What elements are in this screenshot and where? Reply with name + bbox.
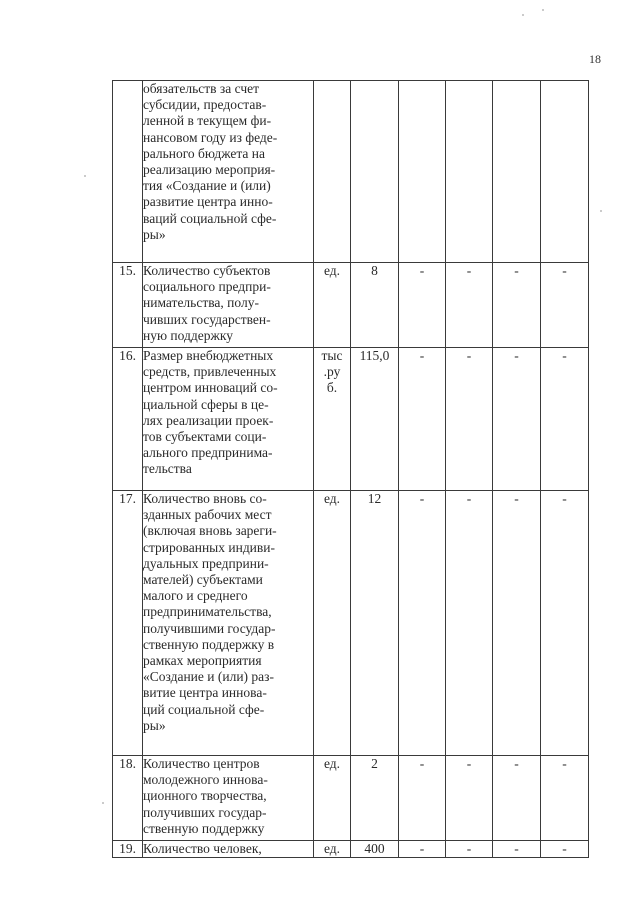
indicator-name-line: ваций социальной сфе- (143, 210, 277, 226)
value-cell: 12 (351, 491, 399, 756)
indicator-name-cell (143, 756, 314, 841)
indicator-name-line: дуальных предприни- (143, 555, 269, 571)
indicator-name-cell (143, 263, 314, 348)
year-value-cell: - (399, 841, 446, 858)
year-value-cell: - (446, 491, 493, 756)
unit-line: ед. (323, 491, 341, 506)
year-value-cell: - (493, 841, 541, 858)
unit-line: ед. (323, 841, 341, 856)
indicator-name-line: лях реализации проек- (143, 412, 274, 428)
indicator-name-line: обязательств за счет (143, 81, 259, 96)
value-cell (351, 81, 399, 263)
indicator-name-line: средств, привлеченных (143, 364, 277, 380)
indicator-name-line: мателей) субъектами (143, 572, 263, 588)
year-value-cell (493, 81, 541, 263)
year-value-cell: - (493, 348, 541, 491)
unit-cell (314, 348, 351, 491)
year-value-cell (446, 81, 493, 263)
indicator-name-line: реализацию мероприя- (143, 162, 276, 178)
table-row (113, 491, 589, 756)
indicator-name-line: чивших государствен- (143, 311, 271, 327)
unit-line: ед. (323, 263, 341, 278)
year-value-cell (541, 81, 589, 263)
table-row (113, 81, 589, 263)
indicator-name-line: центром инноваций со- (143, 380, 278, 396)
page-number: 18 (589, 52, 601, 66)
unit-cell (314, 841, 351, 858)
indicator-name-line: молодежного иннова- (143, 772, 268, 788)
year-value-cell: - (399, 348, 446, 491)
table-body (113, 81, 589, 858)
indicator-name-line: субсидии, предостав- (143, 97, 267, 113)
indicator-name-line: зданных рабочих мест (143, 507, 272, 523)
indicator-name-line: Количество центров (143, 756, 260, 771)
row-number-cell: 16. (113, 348, 143, 491)
unit-line: тыс (321, 348, 343, 363)
year-value-cell: - (493, 756, 541, 841)
year-value-cell: - (541, 756, 589, 841)
year-value-cell: - (399, 756, 446, 841)
year-value-cell: - (446, 756, 493, 841)
indicator-name-line: ального предпринима- (143, 445, 273, 461)
indicator-name-cell (143, 81, 314, 263)
indicator-name-line: развитие центра инно- (143, 194, 273, 210)
year-value-cell: - (446, 348, 493, 491)
indicator-name-line: рамках мероприятия (143, 653, 262, 669)
unit-line: ед. (323, 756, 341, 771)
indicator-name-line: малого и среднего (143, 588, 248, 604)
indicator-name-line: ственную поддержку (143, 820, 265, 836)
indicator-name-line: Количество вновь со- (143, 491, 267, 506)
year-value-cell: - (541, 263, 589, 348)
indicators-table (112, 80, 589, 858)
scan-speck (84, 175, 86, 177)
indicator-name-line: Количество человек, (143, 841, 262, 856)
indicator-name-line: тия «Создание и (или) (143, 178, 271, 194)
year-value-cell: - (493, 491, 541, 756)
unit-line: .ру (323, 364, 341, 380)
year-value-cell: - (399, 263, 446, 348)
value-cell: 400 (351, 841, 399, 858)
indicator-name-line: ственную поддержку в (143, 636, 275, 652)
indicator-name-line: ций социальной сфе- (143, 701, 265, 717)
unit-cell (314, 491, 351, 756)
indicator-name-line: получившими государ- (143, 620, 276, 636)
indicator-name-line: «Создание и (или) раз- (143, 669, 274, 685)
year-value-cell: - (541, 491, 589, 756)
indicator-name-cell (143, 348, 314, 491)
value-cell: 8 (351, 263, 399, 348)
row-number-cell: 15. (113, 263, 143, 348)
value-cell: 2 (351, 756, 399, 841)
indicator-name-line: стрированных индиви- (143, 539, 276, 555)
indicator-name-line: Размер внебюджетных (143, 348, 274, 363)
indicator-name-line: циальной сферы в це- (143, 396, 269, 412)
unit-line: б. (326, 380, 338, 396)
year-value-cell: - (399, 491, 446, 756)
table-row (113, 756, 589, 841)
indicator-name-line: получивших государ- (143, 804, 267, 820)
year-value-cell: - (541, 841, 589, 858)
indicator-name-line: предпринимательства, (143, 604, 272, 620)
indicator-name-line: ры» (143, 226, 166, 242)
unit-cell (314, 756, 351, 841)
year-value-cell (399, 81, 446, 263)
year-value-cell: - (493, 263, 541, 348)
row-number-cell: 19. (113, 841, 143, 858)
value-cell: 115,0 (351, 348, 399, 491)
scan-speck (600, 210, 602, 212)
year-value-cell: - (541, 348, 589, 491)
indicator-name-line: ционного творчества, (143, 788, 267, 804)
indicator-name-line: Количество субъектов (143, 263, 271, 278)
indicator-name-line: ленной в текущем фи- (143, 113, 272, 129)
row-number-cell: 18. (113, 756, 143, 841)
row-number-cell: 17. (113, 491, 143, 756)
year-value-cell: - (446, 841, 493, 858)
indicator-name-line: ную поддержку (143, 327, 233, 343)
scan-speck (102, 802, 104, 804)
year-value-cell: - (446, 263, 493, 348)
unit-cell (314, 81, 351, 263)
indicator-name-line: нансовом году из феде- (143, 129, 278, 145)
indicator-name-line: тов субъектами соци- (143, 429, 267, 445)
table-row (113, 263, 589, 348)
unit-cell (314, 263, 351, 348)
scan-speck (522, 14, 524, 16)
scan-speck (542, 9, 544, 11)
indicator-name-cell (143, 491, 314, 756)
row-number-cell (113, 81, 143, 263)
indicator-name-line: витие центра иннова- (143, 685, 267, 701)
indicator-name-line: рального бюджета на (143, 145, 265, 161)
indicator-name-line: тельства (143, 461, 192, 477)
indicator-name-line: нимательства, полу- (143, 295, 259, 311)
indicator-name-line: социального предпри- (143, 279, 271, 295)
table-row (113, 348, 589, 491)
indicator-name-line: ры» (143, 717, 166, 733)
indicator-name-line: (включая вновь зареги- (143, 523, 277, 539)
table-row (113, 841, 589, 858)
indicator-name-cell (143, 841, 314, 858)
